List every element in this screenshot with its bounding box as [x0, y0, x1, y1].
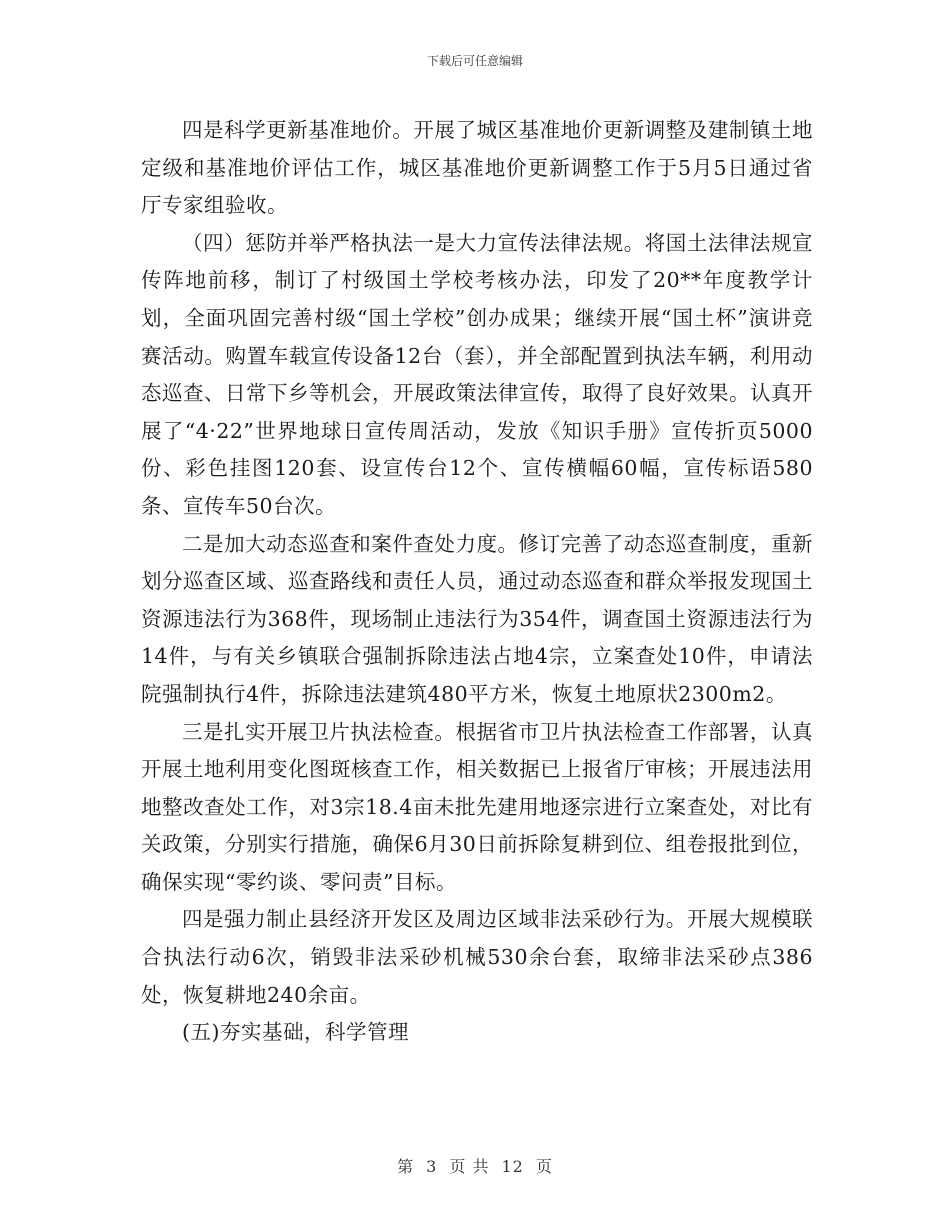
section-heading-five: (五)夯实基础，科学管理: [182, 1020, 409, 1045]
footer-label-of: 页 共: [449, 1157, 490, 1176]
paragraph-satellite-inspection: 三是扎实开展卫片执法检查。根据省市卫片执法检查工作部署，认真开展土地利用变化图斑核查工作，相关数据已上报省厅审核；开展违法用地整改查处工作，对3宗18.4亩未批先建用地逐宗进行立案查处，对比有关政策，分别实行措施，确保6月30日前拆除复耕到位、组卷报批到位，确保实现“零约谈、零问责”目标。: [141, 719, 813, 894]
page-footer: [0, 1154, 950, 1177]
paragraph-law-enforcement-publicity: （四）惩防并举严格执法一是大力宣传法律法规。将国土法律法规宣传阵地前移，制订了村级国土学校考核办法，印发了20**年度教学计划，全面巩固完善村级“国土学校”创办成果；继续开展“国土杯”演讲竞赛活动。购置车载宣传设备12台（套），并全部配置到执法车辆，利用动态巡查、日常下乡等机会，开展政策法律宣传，取得了良好效果。认真开展了“4·22”世界地球日宣传周活动，发放《知识手册》宣传折页5000份、彩色挂图120套、设宣传台12个、宣传横幅60幅，宣传标语580条、宣传车50台次。: [141, 230, 813, 518]
paragraph-illegal-sand-mining: 四是强力制止县经济开发区及周边区域非法采砂行为。开展大规模联合执法行动6次，销毁非法采砂机械530余台套，取缔非法采砂点386处，恢复耕地240余亩。: [141, 907, 813, 1007]
footer-label-page: 第: [397, 1157, 415, 1176]
footer-label-end: 页: [535, 1157, 553, 1176]
footer-total-pages: 12: [501, 1157, 524, 1176]
document-body: [141, 112, 813, 1052]
footer-current-page: 3: [426, 1157, 438, 1176]
paragraph-base-land-price: 四是科学更新基准地价。开展了城区基准地价更新调整及建制镇土地定级和基准地价评估工作，城区基准地价更新调整工作于5月5日通过省厅专家组验收。: [141, 118, 813, 218]
page-header-note: 下载后可任意编辑: [426, 54, 523, 68]
paragraph-dynamic-inspection: 二是加大动态巡查和案件查处力度。修订完善了动态巡查制度，重新划分巡查区域、巡查路线和责任人员，通过动态巡查和群众举报发现国土资源违法行为368件，现场制止违法行为354件，调查国土资源违法行为14件，与有关乡镇联合强制拆除违法占地4宗，立案查处10件，申请法院强制执行4件，拆除违法建筑480平方米，恢复土地原状2300m2。: [141, 531, 813, 706]
